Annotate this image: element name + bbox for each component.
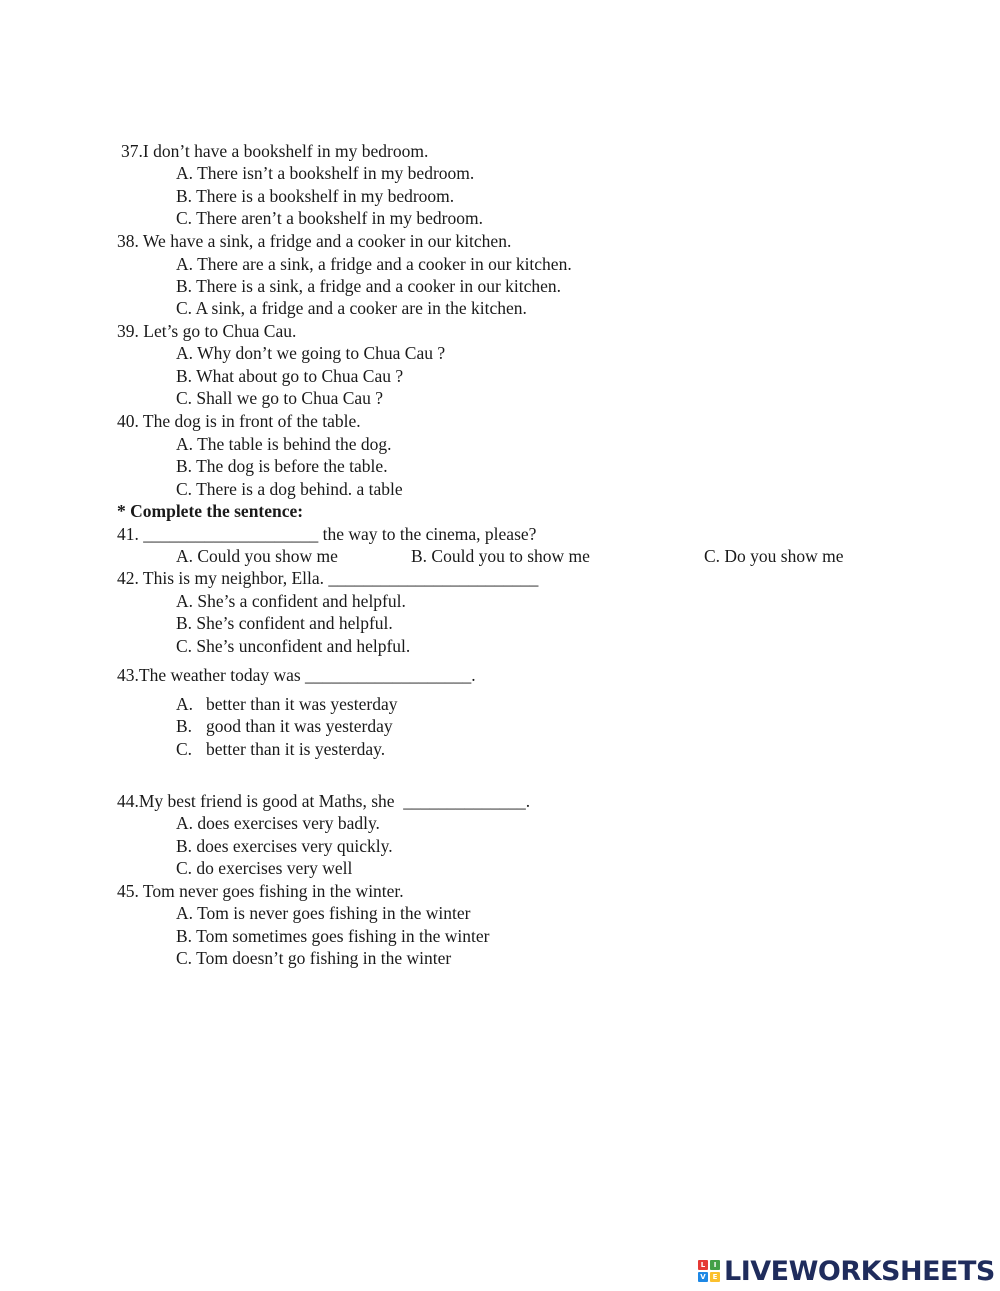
question-45-stem: 45. Tom never goes fishing in the winter. [117,881,404,901]
question-44-option-c[interactable]: C. do exercises very well [176,858,353,878]
question-42-stem: 42. This is my neighbor, Ella. ________________________ [117,568,539,588]
question-42-option-a[interactable]: A. She’s a confident and helpful. [176,591,406,611]
option-letter: C. [176,739,193,759]
option-letter: B. [176,716,193,736]
logo-mark-letter: I [710,1260,720,1270]
question-40-option-b[interactable]: B. The dog is before the table. [176,456,388,476]
question-43-option-b[interactable] [176,715,393,737]
question-41-option-a[interactable]: A. Could you show me [176,546,338,566]
question-41-option-b[interactable]: B. Could you to show me [411,546,590,566]
question-43-option-a[interactable] [176,693,397,715]
logo-mark-icon [697,1259,721,1283]
logo-text: LIVEWORKSHEETS [724,1255,995,1287]
question-41-stem: 41. ____________________ the way to the cinema, please? [117,524,537,544]
option-letter: A. [176,694,194,714]
question-39-option-a[interactable]: A. Why don’t we going to Chua Cau ? [176,343,446,363]
question-44-stem: 44.My best friend is good at Maths, she ______________. [117,791,531,811]
question-38-option-a[interactable]: A. There are a sink, a fridge and a cooker in our kitchen. [176,254,572,274]
question-38-option-c[interactable]: C. A sink, a fridge and a cooker are in the kitchen. [176,298,527,318]
section-heading: * Complete the sentence: [117,501,304,521]
logo-mark-letter: E [710,1272,720,1282]
question-37-option-a[interactable]: A. There isn’t a bookshelf in my bedroom. [176,163,475,183]
question-44-option-b[interactable]: B. does exercises very quickly. [176,836,393,856]
question-43-stem: 43.The weather today was ___________________. [117,665,476,685]
question-44-option-a[interactable]: A. does exercises very badly. [176,813,380,833]
question-45-option-a[interactable]: A. Tom is never goes fishing in the winter [176,903,471,923]
question-38-stem: 38. We have a sink, a fridge and a cooker in our kitchen. [117,231,512,251]
question-41-option-c[interactable]: C. Do you show me [704,546,844,566]
question-38-option-b[interactable]: B. There is a sink, a fridge and a cooker in our kitchen. [176,276,562,296]
question-39-option-c[interactable]: C. Shall we go to Chua Cau ? [176,388,384,408]
question-42-option-c[interactable]: C. She’s unconfident and helpful. [176,636,411,656]
option-text: better than it was yesterday [206,694,398,714]
question-40-option-a[interactable]: A. The table is behind the dog. [176,434,392,454]
question-37-option-c[interactable]: C. There aren’t a bookshelf in my bedroom. [176,208,483,228]
question-39-option-b[interactable]: B. What about go to Chua Cau ? [176,366,404,386]
question-37-option-b[interactable]: B. There is a bookshelf in my bedroom. [176,186,455,206]
question-43-option-c[interactable] [176,738,385,760]
question-45-option-c[interactable]: C. Tom doesn’t go fishing in the winter [176,948,452,968]
question-39-stem: 39. Let’s go to Chua Cau. [117,321,297,341]
liveworksheets-logo [697,1256,995,1286]
option-text: better than it is yesterday. [206,739,386,759]
option-text: good than it was yesterday [206,716,393,736]
question-37-stem: 37.I don’t have a bookshelf in my bedroom. [121,141,429,161]
question-40-stem: 40. The dog is in front of the table. [117,411,361,431]
question-42-option-b[interactable]: B. She’s confident and helpful. [176,613,393,633]
question-40-option-c[interactable]: C. There is a dog behind. a table [176,479,403,499]
logo-mark-letter: V [698,1272,708,1282]
question-45-option-b[interactable]: B. Tom sometimes goes fishing in the winter [176,926,490,946]
logo-mark-letter: L [698,1260,708,1270]
